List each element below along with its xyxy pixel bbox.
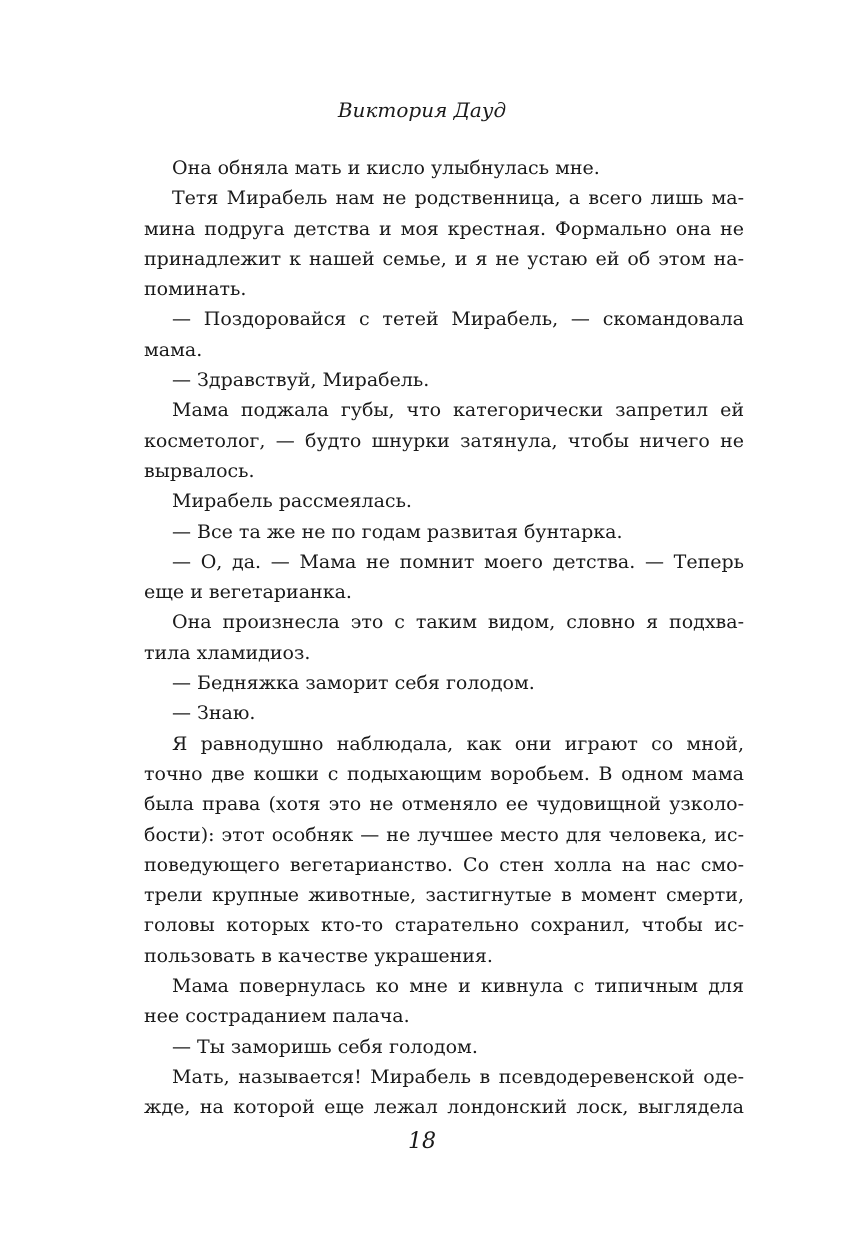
text-line: жде, на которой еще лежал лондонский лоск, выглядела bbox=[144, 1096, 744, 1119]
running-head-author: Виктория Дауд bbox=[337, 98, 507, 122]
text-line: Тетя Мирабель нам не родственница, а всего лишь ма- bbox=[172, 187, 744, 210]
text-line: — Знаю. bbox=[172, 702, 256, 725]
text-line: бости): этот особняк — не лучшее место для человека, ис- bbox=[144, 823, 744, 846]
text-line: Я равнодушно наблюдала, как они играют со мной, bbox=[172, 732, 744, 755]
text-line: Мама повернулась ко мне и кивнула с типичным для bbox=[172, 975, 744, 998]
text-line: Мама поджала губы, что категорически запретил ей bbox=[172, 399, 744, 422]
text-line: косметолог, — будто шнурки затянула, чтобы ничего не bbox=[144, 429, 744, 452]
body-text bbox=[144, 153, 744, 1123]
text-line: Мать, называется! Мирабель в псевдодеревенской оде- bbox=[172, 1065, 744, 1088]
text-line: пользовать в качестве украшения. bbox=[144, 944, 493, 967]
text-line: — Здравствуй, Мирабель. bbox=[172, 369, 430, 392]
text-line: нее состраданием палача. bbox=[144, 1005, 410, 1028]
text-line: мама. bbox=[144, 338, 203, 361]
text-line: головы которых кто-то старательно сохранил, чтобы ис- bbox=[144, 914, 744, 937]
text-line: точно две кошки с подыхающим воробьем. В одном мама bbox=[144, 762, 744, 785]
text-line: мина подруга детства и моя крестная. Формально она не bbox=[144, 217, 744, 240]
text-line: принадлежит к нашей семье, и я не устаю ей об этом на- bbox=[144, 247, 744, 270]
text-line: вырвалось. bbox=[144, 459, 255, 482]
text-line: Она произнесла это с таким видом, словно я подхва- bbox=[172, 611, 744, 634]
text-line: — Бедняжка заморит себя голодом. bbox=[172, 672, 535, 695]
text-line: трели крупные животные, застигнутые в момент смерти, bbox=[144, 884, 744, 907]
text-line: была права (хотя это не отменяло ее чудовищной узколо- bbox=[144, 793, 744, 816]
text-line: тила хламидиоз. bbox=[144, 641, 311, 664]
text-line: Она обняла мать и кисло улыбнулась мне. bbox=[172, 157, 600, 179]
text-line: — Все та же не по годам развитая бунтарка. bbox=[172, 520, 623, 543]
text-line: — Ты заморишь себя голодом. bbox=[172, 1035, 478, 1058]
text-line: еще и вегетарианка. bbox=[144, 581, 352, 604]
page-number: 18 bbox=[408, 1129, 436, 1154]
text-line: Мирабель рассмеялась. bbox=[172, 490, 412, 513]
text-line: — О, да. — Мама не помнит моего детства. — Теперь bbox=[172, 550, 744, 573]
text-line: поведующего вегетарианство. Со стен холла на нас смо- bbox=[144, 853, 744, 876]
text-line: — Поздоровайся с тетей Мирабель, — скомандовала bbox=[172, 308, 744, 331]
text-line: поминать. bbox=[144, 278, 247, 301]
